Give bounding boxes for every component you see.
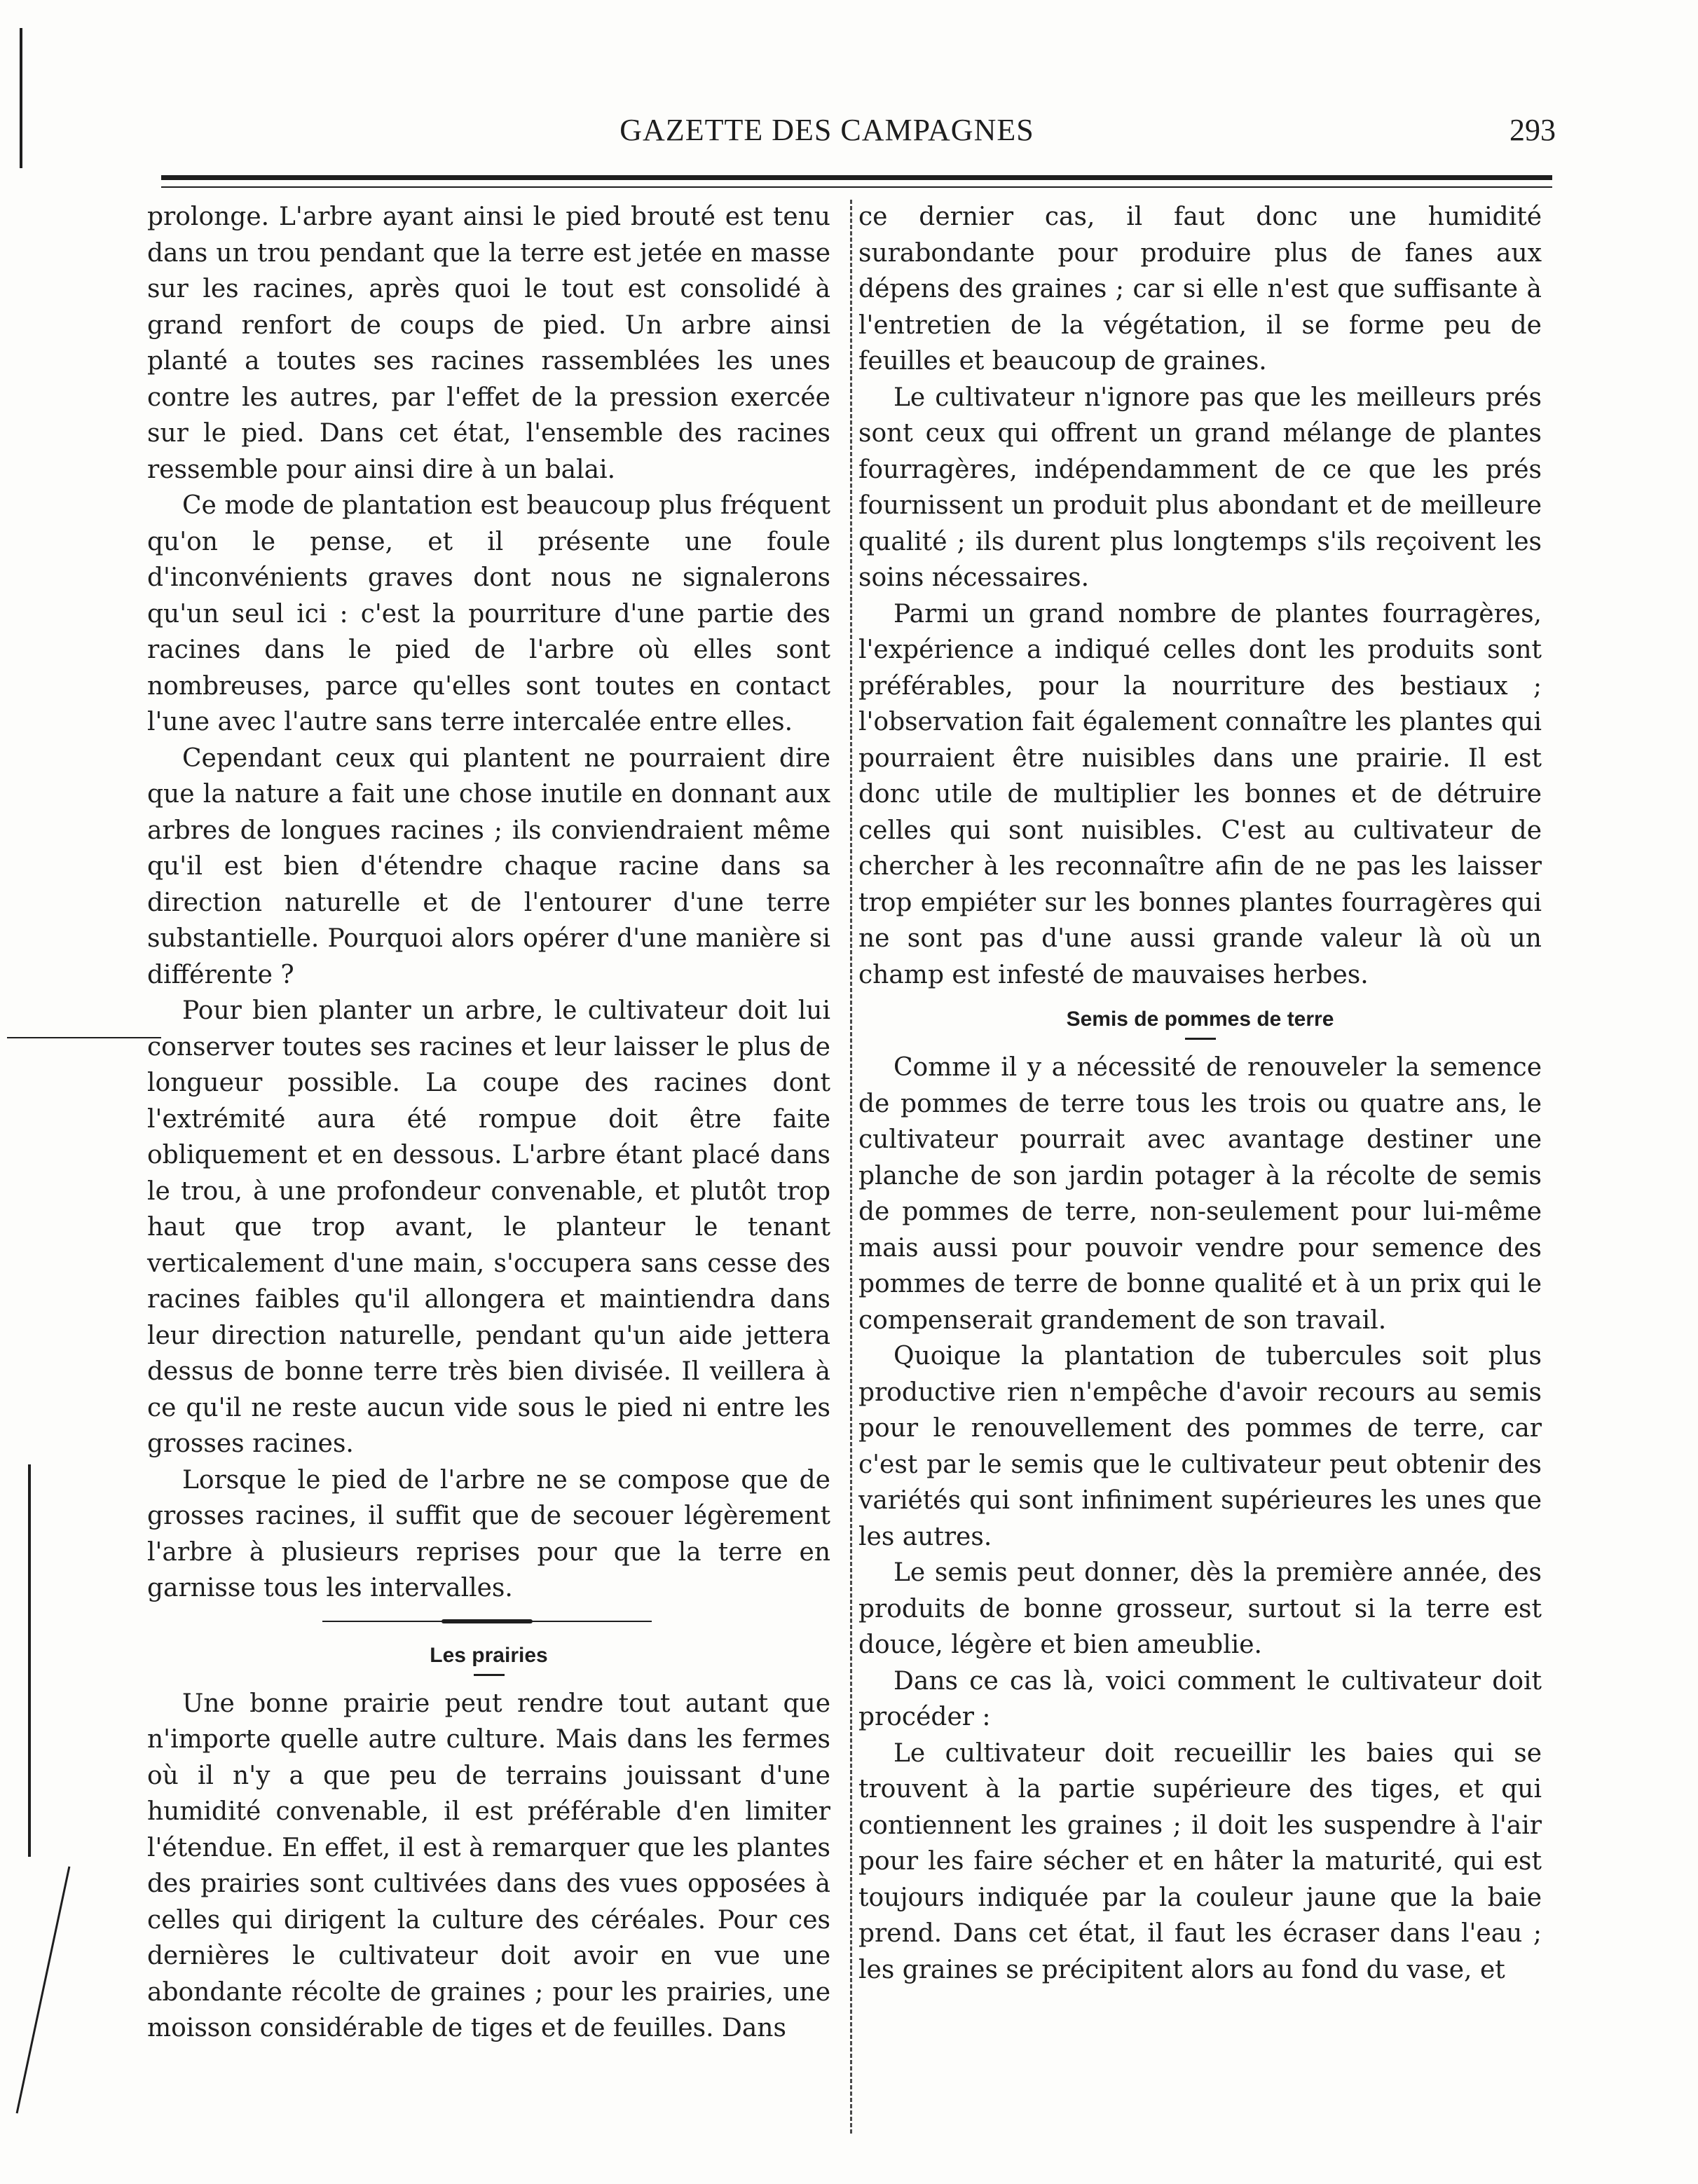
page-number: 293 (1509, 113, 1556, 147)
article-paragraph: Lorsque le pied de l'arbre ne se compose que de grosses racines, il suffit que de secouer légèrement l'arbre à plusieurs reprises pour que la terre en garnisse tous les intervalles. (147, 1465, 830, 1602)
article-paragraph: Ce mode de plantation est beaucoup plus fréquent qu'on le pense, et il présente une foule d'inconvénients graves dont nous ne signalerons qu'un seul ici : c'est la pourriture d'une partie des racines dans le pied de l'arbre où elles sont nombreuses, parce qu'elles sont toutes en contact l'une avec l'autre sans terre intercalée entre elles. (147, 491, 830, 736)
section-heading-semis: Semis de pommes de terre (1066, 1008, 1334, 1031)
article-paragraph: Parmi un grand nombre de plantes fourragères, l'expérience a indiqué celles dont les produits sont préférables, pour la nourriture des bestiaux ; l'observation fait également connaître les plantes qui pourraient être nuisibles dans une prairie. Il est donc utile de multiplier les bonnes et de détruire celles qui sont nuisibles. C'est au cultivateur de chercher à les reconnaître afin de ne pas les laisser trop empiéter sur les bonnes plantes fourragères qui ne sont pas d'une aussi grande valeur là où un champ est infesté de mauvaises herbes. (858, 599, 1542, 989)
article-paragraph: Dans ce cas là, voici comment le cultivateur doit procéder : (858, 1666, 1542, 1731)
article-paragraph: Comme il y a nécessité de renouveler la semence de pommes de terre tous les trois ou quatre ans, le cultivateur pourrait avec avantage destiner une planche de son jardin potager à la récolte de semis de pommes de terre, non-seulement pour lui-même mais aussi pour pouvoir vendre pour semence des pommes de terre de bonne qualité et à un prix qui le compenserait grandement de son travail. (858, 1053, 1542, 1335)
article-paragraph: Le cultivateur n'ignore pas que les meilleurs prés sont ceux qui offrent un grand mélange de plantes fourragères, indépendamment de ce que les prés fournissent un produit plus abondant et de meilleure qualité ; ils durent plus longtemps s'ils reçoivent les soins nécessaires. (858, 383, 1542, 592)
column-divider (850, 200, 852, 2134)
heading-dash (474, 1674, 505, 1676)
article-paragraph: Quoique la plantation de tubercules soit plus productive rien n'empêche d'avoir recours au semis pour le renouvellement des pommes de terre, car c'est par le semis que le cultivateur peut obtenir des variétés qui sont infiniment supérieures les unes que les autres. (858, 1342, 1542, 1551)
article-paragraph: Pour bien planter un arbre, le cultivateur doit lui conserver toutes ses racines et leur laisser le plus de longueur possible. La coupe des racines dont l'extrémité aura été rompue doit être faite obliquement et en dessous. L'arbre étant placé dans le trou, à une profondeur convenable, et plutôt trop haut que trop avant, le planteur le tenant verticalement d'une main, s'occupera sans cesse des racines faibles qu'il allongera et maintiendra dans leur direction naturelle, pendant qu'un aide jettera dessus de bonne terre très bien divisée. Il veillera à ce qu'il ne reste aucun vide sous le pied ni entre les grosses racines. (147, 996, 830, 1458)
article-paragraph: Le cultivateur doit recueillir les baies qui se trouvent à la partie supérieure des tiges, et qui contiennent les graines ; il doit les suspendre à l'air pour les faire sécher et en hâter la maturité, qui est toujours indiquée par la couleur jaune que la baie prend. Dans cet état, il faut les écraser dans l'eau ; les graines se précipitent alors au fond du vase, et (858, 1738, 1542, 1984)
header-rule-thin (161, 186, 1552, 188)
heading-dash (1185, 1038, 1216, 1040)
article-paragraph: Une bonne prairie peut rendre tout autant que n'importe quelle autre culture. Mais dans les fermes où il n'y a que peu de terrains jouissant d'une humidité convenable, il est préférable d'en limiter l'étendue. En effet, il est à remarquer que les plantes des prairies sont cultivées dans des vues opposées à celles qui dirigent la culture des céréales. Pour ces dernières le cultivateur doit avoir en vue une abondante récolte de graines ; pour les prairies, une moisson considérable de tiges et de feuilles. Dans (147, 1689, 830, 2042)
margin-scan-mark (7, 1037, 161, 1038)
separator-ornament (322, 1621, 652, 1622)
article-paragraph: prolonge. L'arbre ayant ainsi le pied brouté est tenu dans un trou pendant que la terre est jetée en masse sur les racines, après quoi le tout est consolidé à grand renfort de coups de pied. Un arbre ainsi planté a toutes ses racines rassemblées les unes contre les autres, par l'effet de la pression exercée sur le pied. Dans cet état, l'ensemble des racines ressemble pour ainsi dire à un balai. (147, 202, 830, 484)
margin-scan-mark (20, 28, 22, 168)
section-heading-prairies: Les prairies (430, 1643, 548, 1667)
margin-scan-mark (16, 1867, 71, 2114)
section-separator (147, 1607, 830, 1635)
article-paragraph: Le semis peut donner, dès la première année, des produits de bonne grosseur, surtout si la terre est douce, légère et bien ameublie. (858, 1558, 1542, 1659)
margin-scan-mark (28, 1464, 31, 1857)
header-rule-thick (161, 175, 1552, 180)
right-column (858, 199, 1542, 1988)
article-paragraph: Cependant ceux qui plantent ne pourraient dire que la nature a fait une chose inutile en donnant aux arbres de longues racines ; ils conviendraient même qu'il est bien d'étendre chaque racine dans sa direction naturelle et de l'entourer d'une terre substantielle. Pourquoi alors opérer d'une manière si différente ? (147, 743, 830, 989)
running-header-title: GAZETTE DES CAMPAGNES (619, 113, 1034, 147)
article-paragraph: ce dernier cas, il faut donc une humidité surabondante pour produire plus de fanes aux dépens des graines ; car si elle n'est que suffisante à l'entretien de la végétation, il se forme peu de feuilles et beaucoup de graines. (858, 202, 1542, 376)
left-column (147, 199, 830, 2047)
